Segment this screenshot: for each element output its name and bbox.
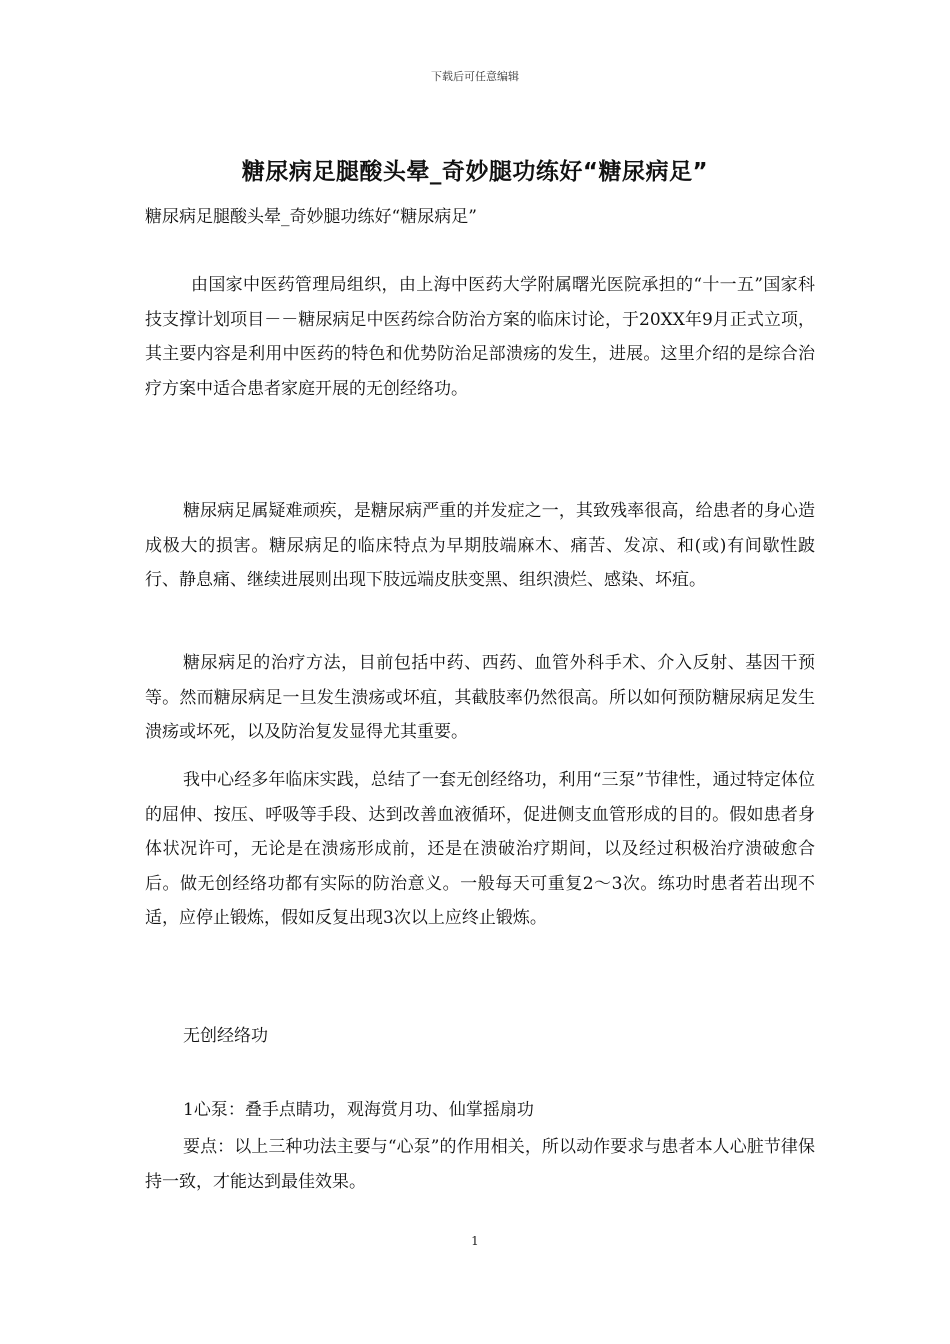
- document-title: 糖尿病足腿酸头晕_奇妙腿功练好“糖尿病足”: [241, 159, 709, 185]
- header-note: 下载后可任意编辑: [431, 70, 519, 83]
- exercise-item-heart-pump: 1心泵：叠手点睛功，观海赏月功、仙掌摇扇功: [183, 1100, 534, 1120]
- paragraph-key-points: 要点：以上三种功法主要与“心泵”的作用相关，所以动作要求与患者本人心脏节律保持一致，才能达到最佳效果。: [145, 1137, 815, 1192]
- paragraph-treatment-methods: 糖尿病足的治疗方法，目前包括中药、西药、血管外科手术、介入反射、基因干预等。然而糖尿病足一旦发生溃疡或坏疽，其截肢率仍然很高。所以如何预防糖尿病足发生溃疡或坏死，以及防治复发显得尤其重要。: [145, 653, 815, 742]
- paragraph-intro: 由国家中医药管理局组织，由上海中医药大学附属曙光医院承担的“十一五”国家科技支撑计划项目－－糖尿病足中医药综合防治方案的临床讨论，于20XX年9月正式立项，其主要内容是利用中医药的特色和优势防治足部溃疡的发生，进展。这里介绍的是综合治疗方案中适合患者家庭开展的无创经络功。: [145, 275, 815, 399]
- page-number: 1: [471, 1234, 479, 1248]
- paragraph-disease-description: 糖尿病足属疑难顽疾，是糖尿病严重的并发症之一，其致残率很高，给患者的身心造成极大的损害。糖尿病足的临床特点为早期肢端麻木、痛苦、发凉、和(或)有间歇性跛行、静息痛、继续进展则出现下肢远端皮肤变黑、组织溃烂、感染、坏疽。: [145, 501, 815, 590]
- section-heading: 无创经络功: [183, 1026, 268, 1046]
- document-subtitle: 糖尿病足腿酸头晕_奇妙腿功练好“糖尿病足”: [145, 207, 477, 227]
- paragraph-practice-summary: 我中心经多年临床实践，总结了一套无创经络功，利用“三泵”节律性，通过特定体位的屈伸、按压、呼吸等手段、达到改善血液循环，促进侧支血管形成的目的。假如患者身体状况许可，无论是在溃疡形成前，还是在溃破治疗期间，以及经过积极治疗溃破愈合后。做无创经络功都有实际的防治意义。一般每天可重复2～3次。练功时患者若出现不适，应停止锻炼，假如反复出现3次以上应终止锻炼。: [145, 770, 815, 928]
